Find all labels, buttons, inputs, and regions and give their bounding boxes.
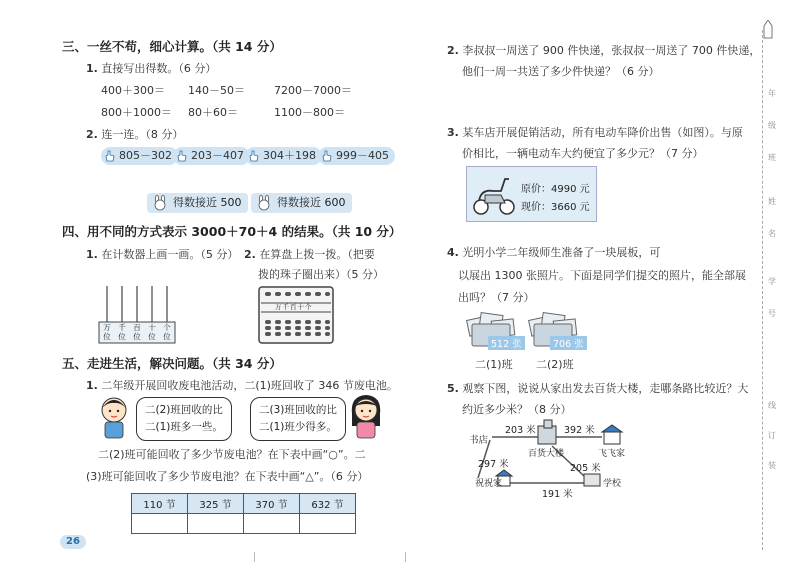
answer-cell[interactable] (244, 514, 300, 534)
q-label: 5. (447, 382, 459, 395)
r-q4-line2: 以展出 1300 张照片。下面是同学们提交的照片，能全部展 (458, 269, 746, 282)
q-text: 二年级开展回收废电池活动，二(1)班回收了 346 节废电池。 (101, 379, 398, 392)
target-near-500[interactable] (147, 193, 248, 213)
bunny-icon (256, 195, 272, 211)
label-grandma: 祝祝家 (475, 479, 503, 489)
chip-text: 805－302 (119, 149, 172, 162)
hand-icon (177, 150, 187, 162)
s5-q1 (86, 377, 398, 393)
abacus-label: 百 (290, 303, 298, 311)
r-q5 (447, 380, 748, 396)
expr-6: 1100－800＝ (274, 106, 345, 119)
chip-text: 304＋198 (263, 149, 316, 162)
table-cell: 325 节 (188, 494, 244, 514)
r-q3 (447, 124, 743, 140)
side-label: 订 (768, 431, 776, 440)
match-chip-4[interactable] (318, 147, 395, 165)
school-building (584, 474, 600, 486)
q-label: 1. (86, 379, 98, 392)
side-label: 学 (768, 277, 776, 286)
side-label: 线 (768, 401, 776, 410)
label-d1: 203 米 (505, 425, 536, 436)
bubble-line: 二(3)班回收的比 (259, 404, 337, 416)
mall-building (538, 426, 556, 444)
s4-q1 (86, 246, 238, 262)
place-wan: 万位 (103, 323, 111, 341)
battery-table (131, 493, 356, 534)
table-cell: 110 节 (132, 494, 188, 514)
section5-title: 五、走进生活，解决问题。（共 34 分） (62, 356, 282, 371)
hand-icon (249, 150, 259, 162)
s5-q1-line1: 二(2)班可能回收了多少节废电池？在下表中画“○”。二 (98, 448, 366, 461)
label-d3: 297 米 (478, 459, 509, 470)
q-label: 2. (86, 128, 98, 141)
expr-4: 800＋1000＝ (101, 106, 172, 119)
answer-cell[interactable] (188, 514, 244, 534)
r-q4-line3: 出吗？（7 分） (458, 291, 535, 304)
label-mall: 百货大楼 (528, 449, 565, 459)
girl-speech-bubble (250, 397, 346, 441)
abacus-labels (275, 303, 313, 312)
divider (254, 552, 255, 562)
photo-count: 706 张 (550, 336, 587, 350)
label-d4: 205 米 (570, 463, 601, 474)
side-label: 号 (768, 309, 776, 318)
place-shi: 十位 (148, 323, 156, 341)
place-bai: 百位 (133, 323, 141, 341)
boy-speech-bubble (136, 397, 232, 441)
photo-count: 512 张 (488, 336, 525, 350)
q-text: 某车店开展促销活动，所有电动车降价出售（如图）。与原 (462, 126, 743, 139)
q-label: 3. (447, 126, 459, 139)
boy-icon (96, 394, 132, 440)
label-home: 飞飞家 (598, 449, 626, 459)
bubble-line: 二(2)班回收的比 (145, 404, 223, 416)
s5-q1-line2: (3)班可能回收了多少节废电池？在下表中画“△”。（6 分） (86, 470, 369, 483)
current-price: 现价：3660 元 (521, 202, 590, 213)
expr-3: 7200－7000＝ (274, 84, 352, 97)
home-house (604, 432, 620, 444)
scooter-icon (471, 171, 517, 217)
label-school: 学校 (603, 479, 622, 489)
side-label: 装 (768, 461, 776, 470)
abacus-label: 千 (282, 303, 290, 311)
side-label: 级 (768, 121, 776, 130)
hand-icon (105, 150, 115, 162)
s3-q2 (86, 126, 183, 142)
bubble-line: 二(1)班多一些。 (145, 421, 223, 433)
q-label: 1. (86, 62, 98, 75)
original-price: 原价：4990 元 (521, 184, 590, 195)
answer-cell[interactable] (132, 514, 188, 534)
r-q2 (447, 42, 760, 58)
r-q2-line2: 他们一周一共送了多少件快递？（6 分） (462, 65, 660, 78)
bubble-line: 二(1)班少得多。 (259, 421, 337, 433)
q-text: 直接写出得数。（6 分） (101, 62, 217, 75)
target-text: 得数接近 600 (277, 196, 346, 209)
place-qian: 千位 (118, 323, 126, 341)
abacus-label: 万 (275, 303, 283, 311)
class-label-1: 二(1)班 (475, 358, 513, 371)
side-label: 名 (768, 229, 776, 238)
page-number: 26 (60, 535, 86, 549)
q-text: 在计数器上画一画。（5 分） (101, 248, 239, 261)
expr-2: 140－50＝ (188, 84, 245, 97)
match-chip-3[interactable] (245, 147, 322, 165)
q-label: 4. (447, 246, 459, 259)
chip-text: 999－405 (336, 149, 389, 162)
q-text: 在算盘上拨一拨。（把要 (259, 248, 375, 261)
s4-q2 (244, 246, 375, 262)
abacus[interactable] (258, 286, 334, 344)
r-q5-line2: 约近多少米？（8 分） (462, 403, 572, 416)
match-chip-1[interactable] (101, 147, 178, 165)
section4-title: 四、用不同的方式表示 3000＋70＋4 的结果。（共 10 分） (62, 224, 402, 239)
photo-stack-2 (528, 310, 584, 350)
abacus-frame (258, 286, 334, 344)
abacus-label: 个 (305, 303, 313, 311)
s3-q1 (86, 60, 216, 76)
q-label: 2. (244, 248, 256, 261)
q-label: 1. (86, 248, 98, 261)
r-q3-line2: 价相比，一辆电动车大约便宜了多少元？（7 分） (462, 147, 704, 160)
place-ge: 个位 (163, 323, 171, 341)
table-cell: 632 节 (300, 494, 356, 514)
chip-text: 203－407 (191, 149, 244, 162)
r-q4 (447, 244, 660, 260)
q-text: 李叔叔一周送了 900 件快递，张叔叔一周送了 700 件快递， (462, 44, 761, 57)
expr-5: 80＋60＝ (188, 106, 238, 119)
pencil-icon (762, 20, 774, 40)
side-label: 班 (768, 153, 776, 162)
label-d5: 191 米 (542, 489, 573, 500)
divider (405, 552, 406, 562)
section3-title: 三、一丝不苟，细心计算。（共 14 分） (62, 39, 282, 54)
match-chip-2[interactable] (173, 147, 250, 165)
side-label: 年 (768, 89, 776, 98)
q-text: 光明小学二年级师生准备了一块展板，可 (462, 246, 661, 259)
label-bookstore: 书店 (469, 435, 489, 446)
scooter-price-card (466, 166, 597, 222)
photo-stack-1 (466, 310, 522, 350)
expr-1: 400＋300＝ (101, 84, 165, 97)
hand-icon (322, 150, 332, 162)
s4-q2-cont: 拨的珠子圈出来）（5 分） (258, 268, 384, 281)
girl-icon (346, 392, 386, 440)
side-label: 姓 (768, 197, 776, 206)
bunny-icon (152, 195, 168, 211)
q-label: 2. (447, 44, 459, 57)
q-text: 连一连。（8 分） (101, 128, 184, 141)
table-cell: 370 节 (244, 494, 300, 514)
q-text: 观察下图，说说从家出发去百货大楼，走哪条路比较近？大 (462, 382, 749, 395)
abacus-label: 十 (297, 303, 305, 311)
target-text: 得数接近 500 (173, 196, 242, 209)
class-label-2: 二(2)班 (536, 358, 574, 371)
binding-line (762, 30, 763, 550)
target-near-600[interactable] (251, 193, 352, 213)
answer-cell[interactable] (300, 514, 356, 534)
counting-frame[interactable] (98, 284, 176, 344)
label-d2: 392 米 (564, 425, 595, 436)
